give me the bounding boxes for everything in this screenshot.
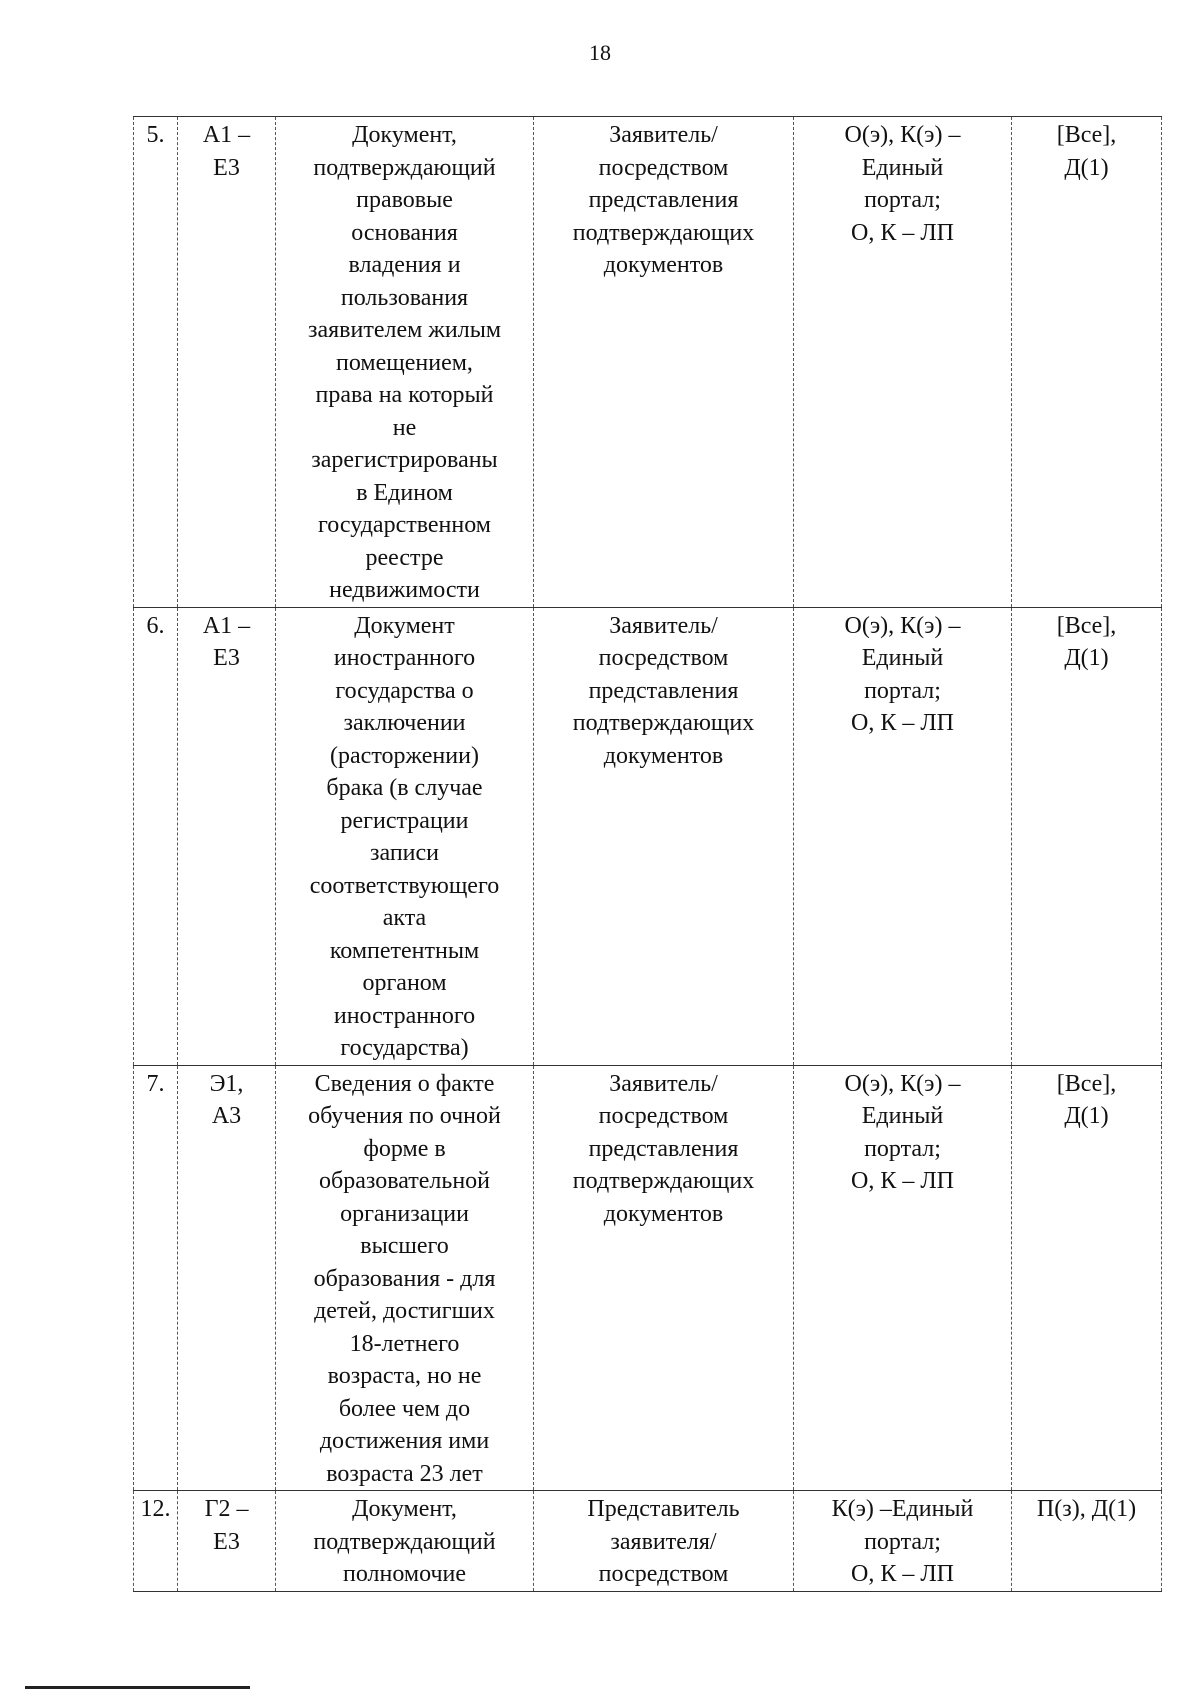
- cell-line: иностранного: [333, 1002, 476, 1029]
- table-row: [134, 1491, 1162, 1592]
- page-number: 18: [589, 40, 611, 65]
- table-body: [134, 117, 1162, 1592]
- cell-line: компетентным: [329, 937, 480, 964]
- submitter-cell: [534, 1491, 794, 1592]
- table-row: [134, 1065, 1162, 1491]
- document-table: [133, 116, 1162, 1592]
- cell-text: 12.: [140, 1496, 171, 1522]
- cell-line: A1 –: [202, 612, 251, 639]
- method-cell: [794, 1065, 1012, 1491]
- cell-line: портал;: [864, 187, 941, 213]
- cell-line: документов: [603, 1200, 724, 1227]
- cell-line: Документ: [354, 612, 455, 639]
- cell-line: записи: [370, 840, 439, 866]
- cell-line: О(э), К(э) –: [844, 122, 961, 148]
- cell-line: образования - для: [313, 1265, 496, 1292]
- cell-line: брака (в случае: [326, 775, 483, 801]
- cell-line: правовые: [356, 187, 453, 213]
- cell-line: Д(1): [1064, 645, 1109, 671]
- cell-line: О, К – ЛП: [851, 710, 954, 736]
- cell-line: О, К – ЛП: [851, 219, 954, 246]
- cell-line: представления: [588, 1135, 739, 1162]
- code-cell: [178, 1065, 276, 1491]
- cell-line: государства о: [335, 677, 474, 704]
- cell-line: [Все],: [1056, 1070, 1117, 1097]
- cell-line: подтверждающий: [313, 154, 496, 181]
- cell-line: достижения ими: [319, 1428, 490, 1454]
- cell-line: недвижимости: [329, 577, 480, 603]
- cell-line: E3: [213, 645, 240, 671]
- table-row: [134, 117, 1162, 608]
- cell-text: 5.: [146, 122, 165, 148]
- table-row: [134, 607, 1162, 1065]
- document-cell: [276, 117, 534, 608]
- document-cell: [276, 1491, 534, 1592]
- code-cell: [178, 607, 276, 1065]
- row-number-cell: [134, 1065, 178, 1491]
- cell-line: [Все],: [1056, 122, 1117, 148]
- document-cell: [276, 607, 534, 1065]
- cell-line: документов: [603, 742, 724, 769]
- method-cell: [794, 607, 1012, 1065]
- cell-line: не: [392, 414, 417, 441]
- cell-line: Заявитель/: [609, 122, 718, 148]
- cell-line: обучения по очной: [308, 1103, 501, 1129]
- cell-line: реестре: [365, 544, 444, 571]
- cell-line: представления: [588, 677, 739, 704]
- cell-line: портал;: [864, 1135, 941, 1162]
- cell-line: в Едином: [356, 479, 453, 506]
- cell-line: Представитель: [587, 1496, 740, 1522]
- cell-line: посредством: [598, 154, 729, 181]
- cell-line: пользования: [340, 284, 469, 311]
- cell-line: государства): [340, 1035, 469, 1061]
- row-number-cell: [134, 607, 178, 1065]
- cell-line: акта: [382, 905, 427, 931]
- note-cell: [1012, 607, 1162, 1065]
- cell-line: заявителем жилым: [307, 317, 502, 343]
- cell-line: посредством: [598, 1103, 729, 1129]
- cell-line: организации: [340, 1200, 469, 1227]
- method-cell: [794, 117, 1012, 608]
- cell-line: детей, достигших: [314, 1298, 495, 1324]
- code-cell: [178, 1491, 276, 1592]
- cell-line: О(э), К(э) –: [844, 612, 961, 639]
- cell-text: 7.: [146, 1070, 165, 1097]
- cell-line: 18-летнего: [349, 1330, 460, 1357]
- submitter-cell: [534, 1065, 794, 1491]
- cell-line: подтверждающих: [572, 219, 755, 246]
- cell-line: более чем до: [338, 1395, 471, 1422]
- cell-line: О, К – ЛП: [851, 1561, 954, 1587]
- cell-line: Д(1): [1064, 154, 1109, 181]
- note-cell: [1012, 1065, 1162, 1491]
- cell-line: основания: [351, 219, 458, 246]
- cell-line: Сведения о факте: [314, 1070, 495, 1097]
- cell-line: документов: [603, 252, 724, 278]
- cell-line: портал;: [864, 1528, 941, 1555]
- cell-line: регистрации: [340, 807, 469, 834]
- cell-line: A1 –: [202, 122, 251, 148]
- cell-line: [Все],: [1056, 612, 1117, 639]
- cell-line: Заявитель/: [609, 612, 718, 639]
- cell-line: Д(1): [1064, 1103, 1109, 1129]
- cell-line: А3: [211, 1103, 242, 1129]
- cell-line: владения и: [348, 252, 461, 278]
- cell-line: образовательной: [319, 1168, 490, 1194]
- cell-line: О, К – ЛП: [851, 1168, 954, 1194]
- cell-line: возраста, но не: [327, 1363, 482, 1389]
- cell-line: E3: [213, 154, 240, 181]
- document-cell: [276, 1065, 534, 1491]
- cell-line: посредством: [598, 645, 729, 671]
- submitter-cell: [534, 607, 794, 1065]
- cell-line: E3: [213, 1528, 240, 1555]
- cell-line: К(э) –Единый: [831, 1496, 974, 1522]
- cell-line: Единый: [861, 1103, 944, 1129]
- cell-line: зарегистрированы: [311, 447, 498, 473]
- cell-line: подтверждающих: [572, 710, 755, 736]
- cell-line: О(э), К(э) –: [844, 1070, 961, 1097]
- cell-line: заключении: [343, 710, 466, 736]
- cell-line: помещением,: [336, 349, 473, 376]
- cell-line: посредством: [598, 1561, 729, 1587]
- footnote-rule: [25, 1686, 250, 1689]
- note-cell: [1012, 117, 1162, 608]
- cell-line: подтверждающий: [313, 1528, 496, 1555]
- cell-line: портал;: [864, 677, 941, 704]
- cell-line: Заявитель/: [609, 1070, 718, 1097]
- cell-line: возраста 23 лет: [326, 1460, 483, 1487]
- row-number-cell: [134, 117, 178, 608]
- submitter-cell: [534, 117, 794, 608]
- cell-line: П(з), Д(1): [1036, 1496, 1137, 1522]
- cell-line: форме в: [363, 1135, 446, 1162]
- cell-line: (расторжении): [330, 742, 479, 769]
- cell-line: высшего: [360, 1233, 449, 1259]
- cell-line: Документ,: [352, 122, 457, 148]
- row-number-cell: [134, 1491, 178, 1592]
- cell-line: Единый: [861, 645, 944, 671]
- cell-line: права на который: [315, 382, 494, 408]
- cell-line: органом: [362, 970, 447, 996]
- cell-line: государственном: [318, 512, 491, 538]
- cell-line: заявителя/: [610, 1528, 717, 1555]
- cell-line: полномочие: [342, 1561, 467, 1587]
- cell-line: Единый: [861, 154, 944, 181]
- code-cell: [178, 117, 276, 608]
- cell-text: 6.: [146, 612, 165, 639]
- cell-line: представления: [588, 187, 739, 213]
- cell-line: Г2 –: [204, 1496, 249, 1522]
- note-cell: [1012, 1491, 1162, 1592]
- cell-line: Э1,: [209, 1070, 244, 1097]
- cell-line: подтверждающих: [572, 1168, 755, 1194]
- cell-line: иностранного: [333, 645, 476, 671]
- method-cell: [794, 1491, 1012, 1592]
- cell-line: соответствующего: [309, 872, 500, 899]
- cell-line: Документ,: [352, 1496, 457, 1522]
